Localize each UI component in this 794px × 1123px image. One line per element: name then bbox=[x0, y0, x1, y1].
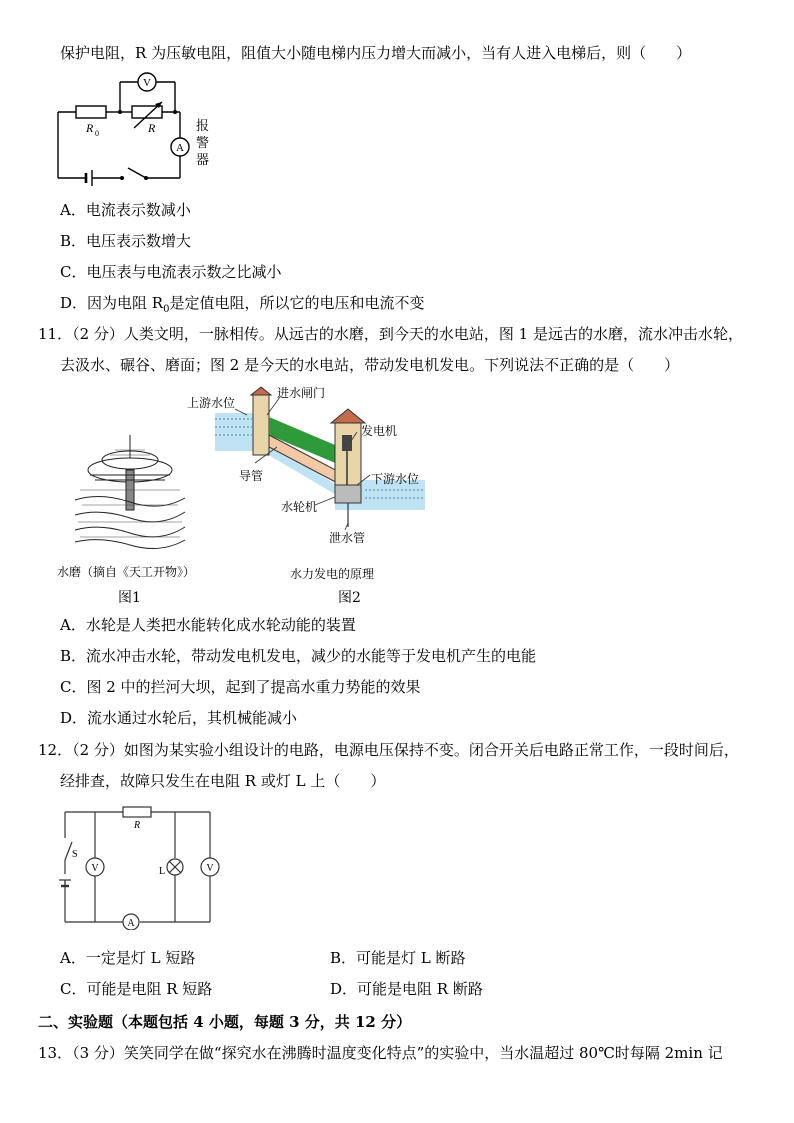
q11-option-a: A．水轮是人类把水能转化成水轮动能的装置 bbox=[60, 616, 356, 634]
q12-v2-label: V bbox=[206, 863, 214, 874]
drain-label: 泄水管 bbox=[329, 531, 366, 545]
turbine-label: 水轮机 bbox=[281, 500, 318, 514]
q10-option-c: C．电压表与电流表示数之比减小 bbox=[60, 263, 282, 281]
q12-stem-line1: 12．（2 分）如图为某实验小组设计的电路，电源电压保持不变。闭合开关后电路正常工作，一段时间后， bbox=[38, 741, 739, 759]
gate-label: 进水闸门 bbox=[277, 386, 326, 400]
q12-option-d: D．可能是电阻 R 断路 bbox=[330, 980, 483, 998]
pipe-label: 导管 bbox=[239, 469, 264, 483]
q12-stem-line2: 经排查，故障只发生在电阻 R 或灯 L 上（ ） bbox=[60, 772, 386, 790]
voltmeter-label: V bbox=[143, 77, 151, 89]
q10-option-b: B．电压表示数增大 bbox=[60, 232, 192, 250]
downstream-label: 下游水位 bbox=[371, 472, 420, 486]
q12-option-a: A．一定是灯 L 短路 bbox=[60, 949, 196, 967]
hydropower-diagram bbox=[185, 385, 435, 550]
q11-stem-line1: 11．（2 分）人类文明，一脉相传。从远古的水磨，到今天的水电站，图 1 是远古的水磨，流水冲击水轮， bbox=[38, 325, 743, 343]
fig1-caption: 水磨（摘自《天工开物》） bbox=[57, 565, 196, 579]
ammeter-label: A bbox=[176, 142, 184, 154]
q10-option-d bbox=[60, 293, 424, 320]
q12-r-label: R bbox=[133, 820, 141, 831]
alarm-char-1: 报 bbox=[196, 119, 210, 134]
section-heading: 二、实验题（本题包括 4 小题，每题 3 分，共 12 分） bbox=[38, 1013, 412, 1031]
fig2-caption: 水力发电的原理 bbox=[290, 567, 375, 581]
r0-label: R bbox=[86, 121, 94, 135]
alarm-char-2: 警 bbox=[196, 136, 210, 151]
upstream-label: 上游水位 bbox=[187, 396, 236, 410]
fig1-label: 图1 bbox=[118, 590, 141, 606]
q11-option-c: C．图 2 中的拦河大坝，起到了提高水重力势能的效果 bbox=[60, 678, 421, 696]
q12-option-b: B．可能是灯 L 断路 bbox=[330, 949, 466, 967]
q12-v1-label: V bbox=[91, 863, 99, 874]
q12-l-label: L bbox=[159, 866, 166, 877]
q10-option-d-sub: 0 bbox=[163, 304, 170, 315]
alarm-char-3: 器 bbox=[196, 153, 210, 168]
q12-s-label: S bbox=[72, 849, 78, 860]
q13-stem-line1: 13．（3 分）笑笑同学在做“探究水在沸腾时温度变化特点”的实验中，当水温超过 80℃时每隔 2min 记 bbox=[38, 1044, 723, 1062]
q10-circuit-diagram bbox=[50, 70, 230, 190]
fig2-label: 图2 bbox=[338, 590, 361, 606]
q11-option-b: B．流水冲击水轮，带动发电机发电，减少的水能等于发电机产生的电能 bbox=[60, 647, 537, 665]
generator-label: 发电机 bbox=[361, 424, 398, 438]
r-label: R bbox=[148, 121, 156, 135]
water-mill-illustration bbox=[70, 430, 190, 555]
q12-option-c: C．可能是电阻 R 短路 bbox=[60, 980, 213, 998]
q10-option-d-text: D．因为电阻 R bbox=[60, 294, 164, 312]
q11-option-d: D．流水通过水轮后，其机械能减小 bbox=[60, 709, 298, 727]
q12-a-label: A bbox=[127, 918, 135, 929]
q10-stem: 保护电阻，R 为压敏电阻，阻值大小随电梯内压力增大而减小，当有人进入电梯后，则（ ） bbox=[60, 44, 692, 62]
q11-stem-line2: 去汲水、碾谷、磨面；图 2 是今天的水电站，带动发电机发电。下列说法不正确的是（ ） bbox=[60, 356, 680, 374]
r0-subscript: 0 bbox=[95, 129, 99, 138]
q10-option-a: A．电流表示数减小 bbox=[60, 201, 191, 219]
q10-option-d-tail: 是定值电阻，所以它的电压和电流不变 bbox=[169, 294, 425, 312]
q12-circuit-diagram bbox=[55, 800, 220, 930]
